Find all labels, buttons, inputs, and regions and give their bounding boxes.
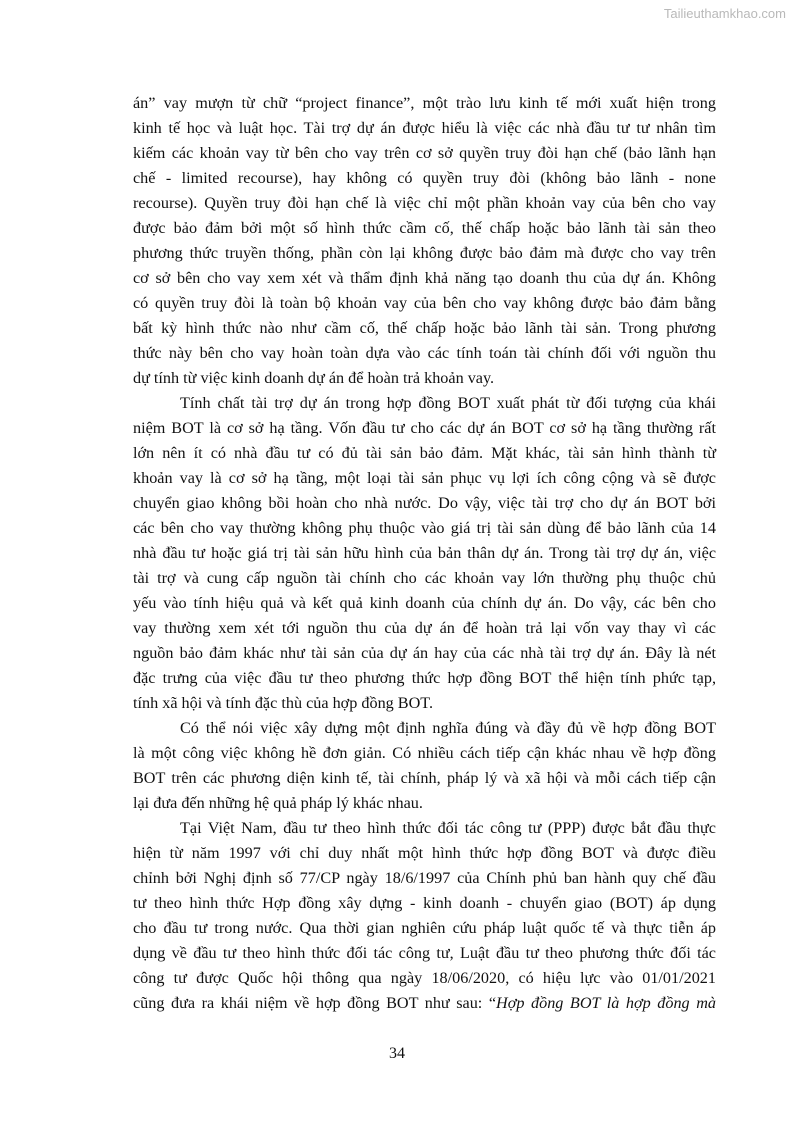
text-line: công tư được Quốc hội thông qua ngày 18/06/2020, có hiệu lực vào 01/01/2021 <box>133 969 716 987</box>
text-line: tư theo hình thức Hợp đồng xây dựng - kinh doanh - chuyển giao (BOT) áp dụng <box>133 894 716 912</box>
text-line: có quyền truy đòi là toàn bộ khoản vay của bên cho vay không được bảo đảm bằng <box>133 294 716 312</box>
text-line: dự tính từ việc kinh doanh dự án để hoàn trả khoản vay. <box>133 369 495 387</box>
text-line: thức này bên cho vay hoàn toàn dựa vào các tính toán tài chính đối với nguồn thu <box>133 344 716 362</box>
text-line: niệm BOT là cơ sở hạ tầng. Vốn đầu tư cho các dự án BOT cơ sở hạ tầng thường rất <box>133 419 716 437</box>
text-line: cho đầu tư trong nước. Qua thời gian nghiên cứu pháp luật quốc tế và thực tiễn áp <box>133 919 716 937</box>
text-line: lại đưa đến những hệ quả pháp lý khác nhau. <box>133 794 423 812</box>
text-line: lớn nên ít có nhà đầu tư có đủ tài sản bảo đảm. Mặt khác, tài sản hình thành từ <box>133 444 716 462</box>
text-line: khoản vay là cơ sở hạ tầng, một loại tài sản phục vụ lợi ích công cộng và sẽ được <box>133 469 716 487</box>
page-number: 34 <box>389 1045 405 1062</box>
paragraph-4 <box>133 816 716 1016</box>
text-line: Tại Việt Nam, đầu tư theo hình thức đối tác công tư (PPP) được bắt đầu thực <box>180 819 716 837</box>
text-line: Có thể nói việc xây dựng một định nghĩa đúng và đầy đủ về hợp đồng BOT <box>180 719 716 737</box>
text-line: tài trợ và cung cấp nguồn tài chính cho các khoản vay lớn thường phụ thuộc chủ <box>133 569 716 587</box>
text-line: kinh tế học và luật học. Tài trợ dự án được hiểu là việc các nhà đầu tư tư nhân tìm <box>133 119 716 137</box>
text-line: recourse). Quyền truy đòi hạn chế là việc chỉ một phần khoản vay của bên cho vay <box>133 194 716 212</box>
text-line-final <box>133 991 716 1016</box>
text-line: được bảo đảm bởi một số hình thức cầm cố, thế chấp hoặc bảo lãnh tài sản theo <box>133 219 716 237</box>
text-line: phương thức truyền thống, phần còn lại không được bảo đảm mà được cho vay trên <box>133 244 716 262</box>
text-line: vay thường xem xét tới nguồn thu của dự án để hoàn trả lại vốn vay thay vì các <box>133 619 716 637</box>
text-line: các bên cho vay thường không phụ thuộc vào giá trị tài sản dùng để bảo lãnh của 14 <box>133 519 716 537</box>
final-line-prefix: cũng đưa ra khái niệm về hợp đồng BOT như sau: “ <box>133 994 497 1012</box>
quoted-definition-italic: Hợp đồng BOT là hợp đồng mà <box>496 994 716 1012</box>
text-line: Tính chất tài trợ dự án trong hợp đồng BOT xuất phát từ đối tượng của khái <box>180 394 716 412</box>
paragraph-3 <box>133 716 716 816</box>
watermark: Tailieuthamkhao.com <box>663 6 786 21</box>
text-line: tính xã hội và tính đặc thù của hợp đồng BOT. <box>133 694 434 712</box>
text-line: yếu vào tính hiệu quả và kết quả kinh doanh của chính dự án. Do vậy, các bên cho <box>133 594 716 612</box>
text-line: bất kỳ hình thức nào như cầm cố, thế chấp hoặc bảo lãnh tài sản. Trong phương <box>133 319 716 337</box>
text-line: chế - limited recourse), hay không có quyền truy đòi (không bảo lãnh - none <box>133 169 716 187</box>
text-line: nguồn bảo đảm khác như tài sản của dự án hay của các nhà tài trợ dự án. Đây là nét <box>133 644 716 662</box>
text-line: là một công việc không hề đơn giản. Có nhiều cách tiếp cận khác nhau về hợp đồng <box>133 744 716 762</box>
text-line: chuyển giao không bồi hoàn cho nhà nước. Do vậy, việc tài trợ cho dự án BOT bởi <box>133 494 716 512</box>
text-line: kiếm các khoản vay từ bên cho vay trên cơ sở quyền truy đòi hạn chế (bảo lãnh hạn <box>133 144 716 162</box>
text-line: chỉnh bởi Nghị định số 77/CP ngày 18/6/1997 của Chính phủ ban hành quy chế đầu <box>133 869 716 887</box>
text-line: BOT trên các phương diện kinh tế, tài chính, pháp lý và xã hội và mỗi cách tiếp cận <box>133 769 716 787</box>
text-line: hiện từ năm 1997 với chỉ duy nhất một hình thức hợp đồng BOT và được điều <box>133 844 716 862</box>
text-line: đặc trưng của việc đầu tư theo phương thức hợp đồng BOT thể hiện tính phức tạp, <box>133 669 716 687</box>
text-line: dụng về đầu tư theo hình thức đối tác công tư, Luật đầu tư theo phương thức đối tác <box>133 944 716 962</box>
text-line: nhà đầu tư hoặc giá trị tài sản hữu hình của bản thân dự án. Trong tài trợ dự án, việc <box>133 544 716 562</box>
paragraph-1 <box>133 91 716 391</box>
text-line: cơ sở bên cho vay xem xét và thẩm định khả năng tạo doanh thu của dự án. Không <box>133 269 716 287</box>
document-body <box>133 91 716 1016</box>
paragraph-2 <box>133 391 716 716</box>
text-line: án” vay mượn từ chữ “project finance”, một trào lưu kinh tế mới xuất hiện trong <box>133 94 716 112</box>
